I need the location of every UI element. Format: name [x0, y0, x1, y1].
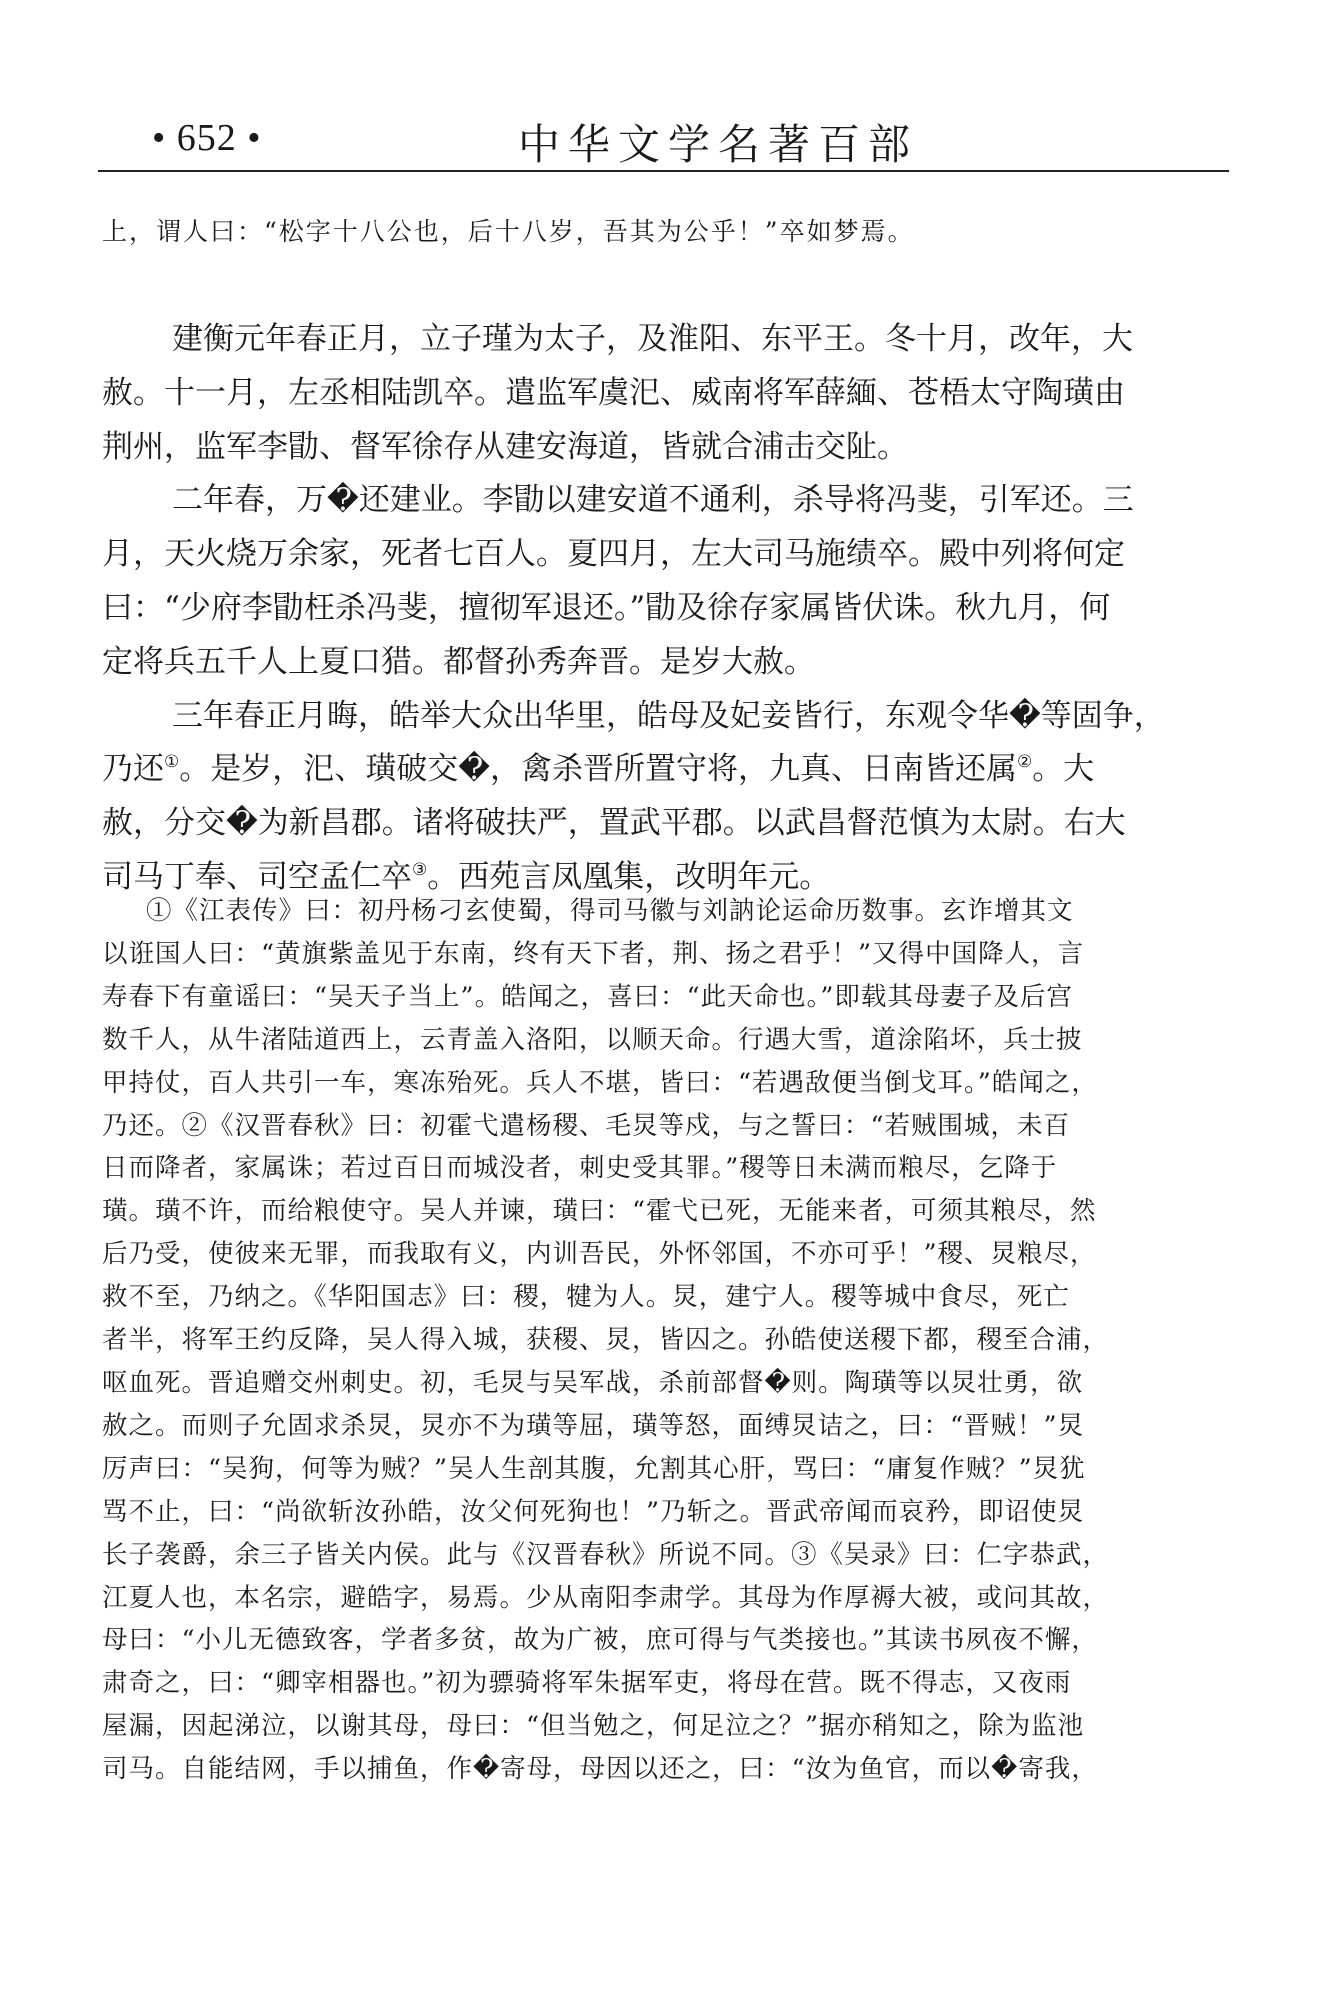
footnote-line: 璜。璜不许，而给粮使守。吴人并谏，璜曰：“霍弋已死，无能来者，可须其粮尽，然	[102, 1196, 1097, 1227]
header-rule	[98, 170, 1229, 172]
text-line: 定将兵五千人上夏口猎。都督孙秀奔晋。是岁大赦。	[102, 643, 815, 680]
footnote-line: 日而降者，家属诛；若过百日而城没者，刺史受其罪。”稷等日未满而粮尽，乞降于	[102, 1153, 1058, 1184]
footnote-line: 后乃受，使彼来无罪，而我取有义，内训吾民，外怀邻国，不亦可乎！”稷、炅粮尽，	[102, 1239, 1097, 1270]
page-number: • 652 •	[152, 117, 262, 159]
footnote-line: 屋漏，因起涕泣，以谢其母，母曰：“但当勉之，何足泣之？”据亦稍知之，除为监池	[102, 1711, 1085, 1742]
footnote-line: 救不至，乃纳之。《华阳国志》曰：稷，犍为人。炅，建宁人。稷等城中食尽，死亡	[102, 1282, 1070, 1313]
footnote-line: 数千人，从牛渚陆道西上，云青盖入洛阳，以顺天命。行遇大雪，道涂陷坏，兵士披	[102, 1024, 1083, 1055]
footnote-line: 甲持仗，百人共引一车，寒冻殆死。兵人不堪，皆曰：“若遇敌便当倒戈耳。”皓闻之，	[102, 1067, 1098, 1098]
footnote-line: 呕血死。晋追赠交州刺史。初，毛炅与吴军战，杀前部督�则。陶璜等以炅壮勇，欲	[102, 1367, 1084, 1398]
footnote-ref-1: ①	[164, 752, 180, 773]
text-line: 赦。十一月，左丞相陆凯卒。遣监军虞汜、威南将军薛緬、苍梧太守陶璜由	[102, 374, 1125, 411]
footnotes	[102, 890, 1232, 1791]
text-line: 赦，分交�为新昌郡。诸将破扶严，置武平郡。以武昌督范慎为太尉。右大	[102, 805, 1126, 842]
footnote-line: 肃奇之，曰：“卿宰相器也。”初为骠骑将军朱据军吏，将母在营。既不得志，又夜雨	[102, 1668, 1072, 1699]
text-line: 曰：“少府李勖枉杀冯斐，擅彻军退还。”勖及徐存家属皆伏诛。秋九月，何	[102, 589, 1111, 626]
paragraph	[102, 690, 1232, 905]
text-run: 。大	[1032, 751, 1095, 788]
footnote-line: 乃还。②《汉晋春秋》曰：初霍弋遣杨稷、毛炅等戍，与之誓曰：“若贼围城，未百	[102, 1110, 1071, 1141]
footnote-line: 江夏人也，本名宗，避皓字，易焉。少从南阳李肃学。其母为作厚褥大被，或问其故，	[102, 1582, 1110, 1613]
footnote-line: 母曰：“小儿无德致客，学者多贫，故为广被，庶可得与气类接也。”其读书夙夜不懈，	[102, 1625, 1098, 1656]
page-header	[98, 104, 1229, 168]
footnote-ref-2: ②	[1017, 752, 1033, 773]
footnote-line: 寿春下有童谣曰：“吴天子当上”。皓闻之，喜曰：“此天命也。”即载其母妻子及后宫	[102, 981, 1073, 1012]
paragraph	[102, 313, 1232, 474]
text-line: 建衡元年春正月，立子瑾为太子，及淮阳、东平王。冬十月，改年，大	[172, 321, 1133, 357]
footnote-line: ①《江表传》曰：初丹杨刁玄使蜀，得司马徽与刘訥论运命历数事。玄诈增其文	[146, 896, 1074, 926]
footnote-line: 赦之。而则子允固求杀炅，炅亦不为璜等屈，璜等怒，面缚炅诘之，曰：“晋贼！”炅	[102, 1410, 1085, 1441]
text-run: 司马丁奉、司空孟仁卒	[102, 858, 412, 895]
footnote-ref-3: ③	[412, 859, 428, 880]
book-title: 中华文学名著百部	[518, 120, 919, 169]
text-line: 二年春，万�还建业。李勖以建安道不通利，杀导将冯斐，引军还。三	[172, 482, 1134, 519]
footnote-line: 厉声曰：“吴狗，何等为贼？”吴人生剖其腹，允割其心肝，骂曰：“庸复作贼？”炅犹	[102, 1453, 1086, 1484]
footnote-line: 者半，将军王约反降，吴人得入城，获稷、炅，皆囚之。孙皓使送稷下都，稷至合浦，	[102, 1325, 1110, 1356]
continued-note-line: 上，谓人曰：“松字十八公也，后十八岁，吾其为公乎！”卒如梦焉。	[102, 217, 915, 246]
text-line: 月，天火烧万余家，死者七百人。夏四月，左大司马施绩卒。殿中列将何定	[102, 536, 1125, 573]
paragraph	[102, 474, 1232, 689]
main-text	[102, 313, 1232, 905]
text-run: 。是岁，汜、璜破交�，禽杀晋所置守将，九真、日南皆还属	[179, 751, 1018, 788]
footnote-line: 骂不止，曰：“尚欲斩汝孙皓，汝父何死狗也！”乃斩之。晋武帝闻而哀矜，即诏使炅	[102, 1496, 1085, 1527]
text-line: 三年春正月晦，皓举大众出华里，皓母及妃妾皆行，东观令华�等固争，	[172, 697, 1165, 734]
text-line	[102, 743, 1232, 797]
text-line: 荆州，监军李勖、督军徐存从建安海道，皆就合浦击交阯。	[102, 428, 908, 465]
footnote-line: 以诳国人曰：“黄旗紫盖见于东南，终有天下者，荆、扬之君乎！”又得中国降人，言	[102, 938, 1085, 969]
footnote-line: 长子袭爵，余三子皆关内侯。此与《汉晋春秋》所说不同。③《吴录》曰：仁字恭武，	[102, 1539, 1110, 1570]
footnote-line: 司马。自能结网，手以捕鱼，作�寄母，母因以还之，曰：“汝为鱼官，而以�寄我，	[102, 1754, 1098, 1785]
text-run: 乃还	[102, 751, 164, 788]
text-run: 。西苑言凤凰集，改明年元。	[427, 858, 831, 895]
